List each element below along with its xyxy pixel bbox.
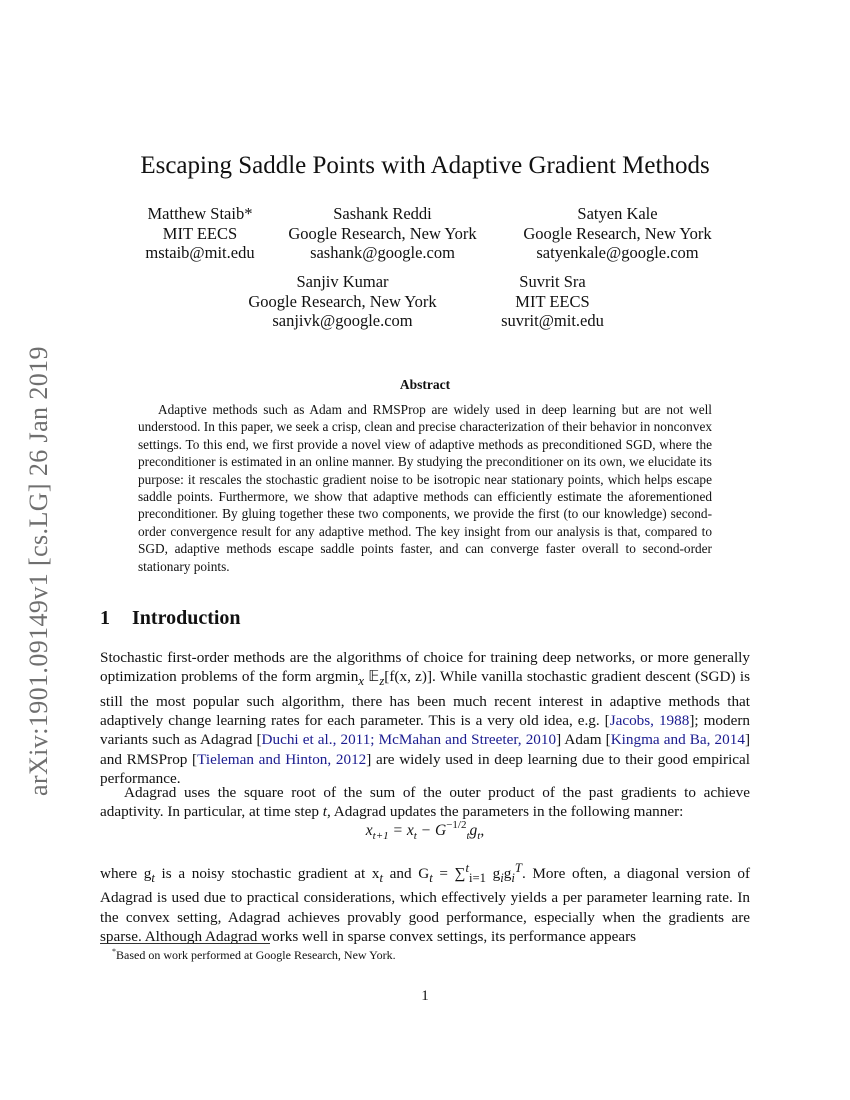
author-block (235, 272, 450, 331)
author-affiliation: MIT EECS (162, 223, 238, 243)
author-block (275, 204, 490, 263)
citation-link[interactable]: Jacobs, 1988 (609, 711, 690, 729)
author-affiliation: MIT EECS (515, 291, 590, 311)
citation-link[interactable]: Tieleman and Hinton, 2012 (197, 750, 367, 768)
intro-paragraph-3: where $g_t$ is a noisy stochastic gradient at $x_t$ and $G_t = \sum^t_{i=1}$ $g_ig_i^T$. More often, a diagonal version of Adagrad is used due to practical considerations, which effectively yields a per parameter learning rate. In the convex setting, Adagrad achieves provably good performance, especially when the gradients are sparse. Although Adagrad works well in sparse convex settings, its performance appears (100, 861, 751, 945)
intro-paragraph-2: Adagrad uses the square root of the sum of the outer product of the past gradients to achieve adaptivity. In particular, at time step t, Adagrad updates the parameters in the following manner: (100, 784, 750, 821)
footnote: *Based on work performed at Google Research, New York. (112, 947, 396, 962)
arxiv-stamp-text: arXiv:1901.09149v1 [cs.LG] 26 Jan 2019 (24, 346, 53, 796)
abstract-text: Adaptive methods such as Adam and RMSProp are widely used in deep learning but are not well understood. In this paper, we seek a crisp, clean and precise characterization of their behavior in nonconvex settings. To this end, we first provide a novel view of adaptive methods as preconditioned SGD, where the preconditioner is estimated in an online manner. By studying the preconditioner on its own, we elucidate its purpose: it rescales the stochastic gradient noise to be isotropic near stationary points, which helps escape saddle points. Furthermore, we show that adaptive methods can efficiently estimate the aforementioned preconditioner. By gluing together these two components, we provide the first (to our knowledge) second-order convergence result for any adaptive method. The key insight from our analysis is that, compared to SGD, adaptive methods escape saddle points faster, and can converge faster overall to second-order stationary points. (138, 402, 712, 574)
author-affiliation: Google Research, New York (523, 223, 712, 243)
author-name: Matthew Staib* (147, 204, 253, 223)
author-affiliation: Google Research, New York (248, 291, 437, 311)
page-number: 1 (421, 988, 429, 1004)
citation-link[interactable]: Kingma and Ba, 2014 (610, 731, 745, 749)
author-name: Sanjiv Kumar (296, 272, 389, 291)
intro-paragraph-1: Stochastic first-order methods are the algorithms of choice for training deep networks, or more generally optimization problems of the form argmin$_x$ 𝔼$_z$[f(x, z)]. While vanilla stochastic gradient descent (SGD) is still the most popular such algorithm, there has been much recent interest in adaptive methods that adaptively change learning rates for each parameter. This is a very old idea, e.g. [Jacobs, 1988]; modern variants such as Adagrad [Duchi et al., 2011; McMahan and Streeter, 2010] Adam [Kingma and Ba, 2014] and RMSProp [Tieleman and Hinton, 2012] are widely used in deep learning due to their good empirical performance. (100, 649, 751, 787)
author-email: satyenkale@google.com (536, 243, 699, 262)
author-block (470, 272, 635, 331)
footnote-divider (100, 943, 270, 944)
author-block (505, 204, 730, 263)
author-email: mstaib@mit.edu (145, 243, 255, 262)
section-number: 1 (100, 607, 110, 629)
section-title: Introduction (132, 607, 241, 629)
author-affiliation: Google Research, New York (288, 223, 477, 243)
author-name: Satyen Kale (577, 204, 658, 223)
author-email: suvrit@mit.edu (501, 311, 604, 330)
author-block (110, 204, 290, 263)
adagrad-update-equation: $x_{t+1} = x_t - G^{-1/2}_tg_t$, (365, 819, 485, 842)
section-heading (100, 607, 241, 630)
citation-link[interactable]: Duchi et al., 2011; McMahan and Streeter, 2010 (261, 731, 557, 749)
author-name: Sashank Reddi (333, 204, 432, 223)
author-email: sashank@google.com (310, 243, 455, 262)
paper-title: Escaping Saddle Points with Adaptive Gradient Methods (140, 152, 710, 179)
arxiv-stamp (18, 300, 56, 800)
abstract-heading: Abstract (399, 377, 451, 392)
author-email: sanjivk@google.com (272, 311, 413, 330)
author-name: Suvrit Sra (519, 272, 586, 291)
